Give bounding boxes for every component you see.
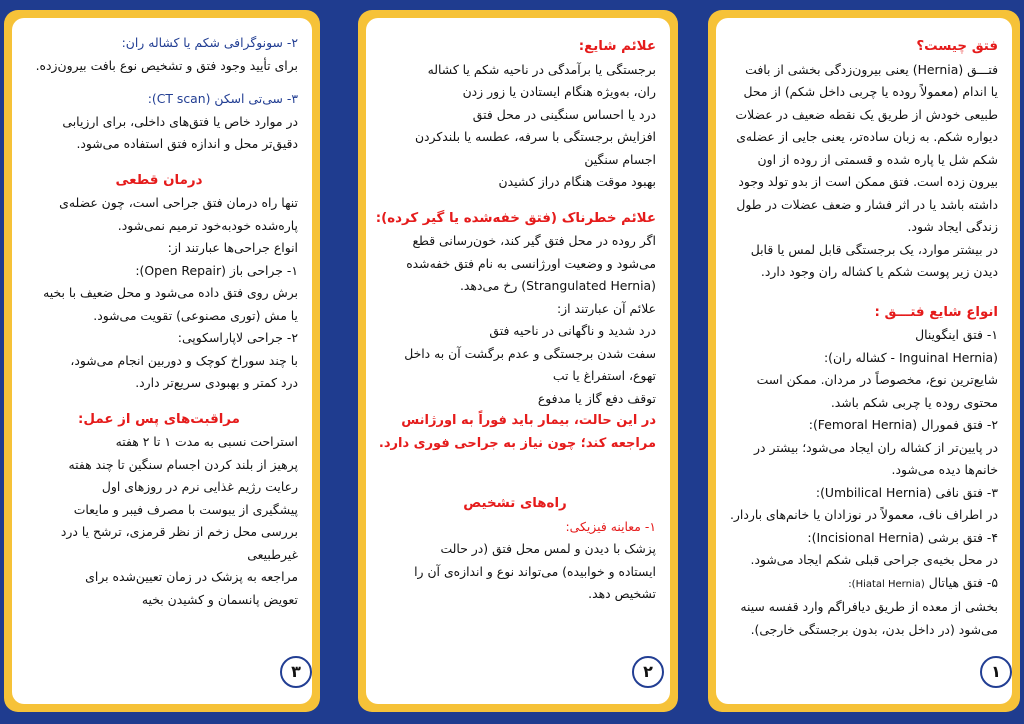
hiatal-label: ۵- فتق هیاتال — [928, 574, 998, 590]
sonography-line: برای تأیید وجود فتق و تشخیص نوع بافت بیرون‌زده. — [35, 57, 298, 73]
type-line: ۲- فتق فمورال (Femoral Hernia): — [808, 417, 998, 432]
top-band — [0, 0, 1024, 10]
exam-line: پزشک با دیدن و لمس محل فتق (در حالت — [440, 541, 656, 556]
hiatal-line: می‌شود (در داخل بدن، بدون برجستگی خارجی). — [750, 621, 998, 637]
care-line: پیشگیری از یبوست با مصرف فیبر و مایعات — [73, 501, 298, 517]
exam-heading: ۱- معاینه فیزیکی: — [565, 518, 656, 534]
intro-line: بیرون زده است. فتق ممکن است از بدو تولد وجود — [738, 174, 998, 189]
danger-heading: علائم خطرناک (فتق خفه‌شده یا گیر کرده): — [375, 210, 656, 226]
care-line: پرهیز از بلند کردن اجسام سنگین تا چند هفته — [68, 456, 298, 472]
type-line: در محل بخیه‌ی جراحی قبلی شکم ایجاد می‌شود. — [750, 552, 998, 567]
treatment-line: انواع جراحی‌ها عبارتند از: — [167, 240, 298, 255]
treatment-heading: درمان قطعی — [115, 172, 203, 188]
page-number-1: ۱ — [980, 656, 1012, 688]
danger-line: تهوع، استفراغ یا تب — [552, 368, 656, 383]
type-line: شایع‌ترین نوع، مخصوصاً در مردان. ممکن است — [756, 372, 998, 387]
panel-1-body — [716, 18, 1012, 704]
care-line: بررسی محل زخم از نظر قرمزی، ترشح یا درد — [60, 524, 298, 539]
emergency-warning: مراجعه کند؛ چون نیاز به جراحی فوری دارد. — [378, 435, 656, 451]
treatment-line: یا مش (توری مصنوعی) تقویت می‌شود. — [93, 307, 298, 323]
intro-line: زندگی ایجاد شود. — [907, 219, 998, 234]
intro-line: فتـــق (Hernia) یعنی بیرون‌زدگی بخشی از بافت — [745, 61, 998, 77]
danger-line: می‌شود و وضعیت اورژانسی به نام فتق خفه‌شده — [406, 255, 656, 271]
type-line: ۴- فتق برشی (Incisional Hernia): — [807, 529, 998, 545]
exam-line: تشخیص دهد. — [588, 586, 656, 601]
care-line: مراجعه به پزشک در زمان تعیین‌شده برای — [85, 569, 298, 584]
page-number-3: ۳ — [280, 656, 312, 688]
symptom-line: اجسام سنگین — [584, 151, 656, 167]
symptom-line: بهبود موقت هنگام دراز کشیدن — [498, 174, 656, 189]
type-line: در اطراف ناف، معمولاً در نوزادان یا خانم‌های باردار. — [729, 507, 998, 522]
type-line: خانم‌ها دیده می‌شود. — [891, 462, 998, 477]
sonography-heading: ۲- سونوگرافی شکم یا کشاله ران: — [121, 35, 298, 50]
danger-line: (Strangulated Hernia) رخ می‌دهد. — [459, 278, 656, 293]
hiatal-line: بخشی از معده از طریق دیافراگم وارد قفسه سینه — [740, 599, 998, 614]
panel-3-content — [20, 32, 298, 611]
treatment-line: ۲- جراحی لاپاراسکوپی: — [177, 330, 298, 345]
exam-line: ایستاده و خوابیده) می‌تواند نوع و اندازه‌ی آن را — [414, 563, 656, 579]
ct-heading: ۳- سی‌تی اسکن (CT scan): — [147, 91, 298, 106]
hiatal-english: (Hiatal Hernia): — [848, 578, 925, 590]
symptom-line: ران، به‌ویژه هنگام ایستادن یا زور زدن — [462, 84, 656, 99]
panel-2-content — [374, 36, 656, 606]
intro-line: دیدن زیر پوست شکم یا کشاله ران وجود دارد. — [760, 264, 998, 279]
danger-line: اگر روده در محل فتق گیر کند، خون‌رسانی قطع — [412, 233, 656, 248]
intro-line: دیواره شکم. به زبان ساده‌تر، یعنی جایی از عضله‌ی — [736, 129, 998, 144]
type-line: ۱- فتق اینگوینال — [915, 327, 998, 342]
treatment-line: تنها راه درمان فتق جراحی است، چون عضله‌ی — [59, 195, 298, 210]
type-line: ۳- فتق نافی (Umbilical Hernia): — [815, 484, 998, 500]
type-line: محتوی روده یا چربی شکم باشد. — [830, 394, 998, 410]
danger-line: درد شدید و ناگهانی در ناحیه فتق — [489, 323, 656, 338]
type-line: در پایین‌تر از کشاله ران ایجاد می‌شود؛ بیشتر در — [754, 439, 998, 455]
danger-line: توقف دفع گاز یا مدفوع — [537, 390, 656, 406]
symptom-line: افزایش برجستگی با سرفه، عطسه یا بلندکردن — [414, 129, 656, 144]
intro-line: در بیشتر موارد، یک برجستگی قابل لمس یا قابل — [750, 241, 998, 257]
intro-line: شکم شل یا پاره شده و قسمتی از روده از اون — [757, 151, 998, 167]
symptom-line: درد یا احساس سنگینی در محل فتق — [472, 106, 656, 122]
care-line: غیرطبیعی — [247, 546, 298, 562]
intro-line: طبیعی خودش از طریق یک نقطه ضعیف در عضلات — [735, 106, 998, 122]
treatment-line: پاره‌شده خودبه‌خود ترمیم نمی‌شود. — [117, 217, 298, 233]
care-line: استراحت نسبی به مدت ۱ تا ۲ هفته — [115, 434, 298, 449]
care-line: رعایت رژیم غذایی نرم در روزهای اول — [101, 479, 298, 494]
treatment-line: درد کمتر و بهبودی سریع‌تر دارد. — [135, 375, 298, 390]
danger-line: علائم آن عبارتند از: — [556, 300, 656, 316]
symptom-line: برجستگی یا برآمدگی در ناحیه شکم یا کشاله — [427, 61, 656, 77]
type-line: (Inguinal Hernia - کشاله ران): — [823, 349, 998, 365]
hernia-types-heading: انواع شایع فتـــق : — [874, 304, 998, 320]
care-heading: مراقبت‌های پس از عمل: — [78, 411, 240, 427]
panel-3 — [4, 10, 320, 712]
what-is-hernia-heading: فتق چیست؟ — [916, 39, 998, 54]
panel-1-content — [724, 36, 998, 641]
panel-2-body — [366, 18, 670, 704]
hiatal-heading — [724, 572, 998, 597]
treatment-line: با چند سوراخ کوچک و دوربین انجام می‌شود، — [70, 352, 298, 368]
treatment-line: ۱- جراحی باز (Open Repair): — [135, 262, 298, 278]
ct-line: در موارد خاص یا فتق‌های داخلی، برای ارزیابی — [62, 113, 298, 129]
panel-1 — [708, 10, 1020, 712]
diagnosis-heading: راه‌های تشخیص — [463, 496, 567, 511]
panel-2 — [358, 10, 678, 712]
page-number-2: ۲ — [632, 656, 664, 688]
intro-line: یا اندام (معمولاً روده یا چربی داخل شکم) از محل — [743, 84, 998, 99]
ct-line: دقیق‌تر محل و اندازه فتق استفاده می‌شود. — [76, 136, 298, 151]
intro-line: داشته باشد یا در اثر فشار و ضعف عضلات در طول — [736, 196, 998, 212]
panel-3-body — [12, 18, 312, 704]
care-line: تعویض پانسمان و کشیدن بخیه — [141, 591, 298, 607]
bottom-band — [0, 714, 1024, 724]
symptoms-heading: علائم شایع: — [578, 39, 656, 54]
emergency-warning: در این حالت، بیمار باید فوراً به اورژانس — [401, 413, 656, 428]
danger-line: سفت شدن برجستگی و عدم برگشت آن به داخل — [404, 345, 656, 361]
treatment-line: برش روی فتق داده می‌شود و محل ضعیف با بخیه — [43, 285, 298, 300]
